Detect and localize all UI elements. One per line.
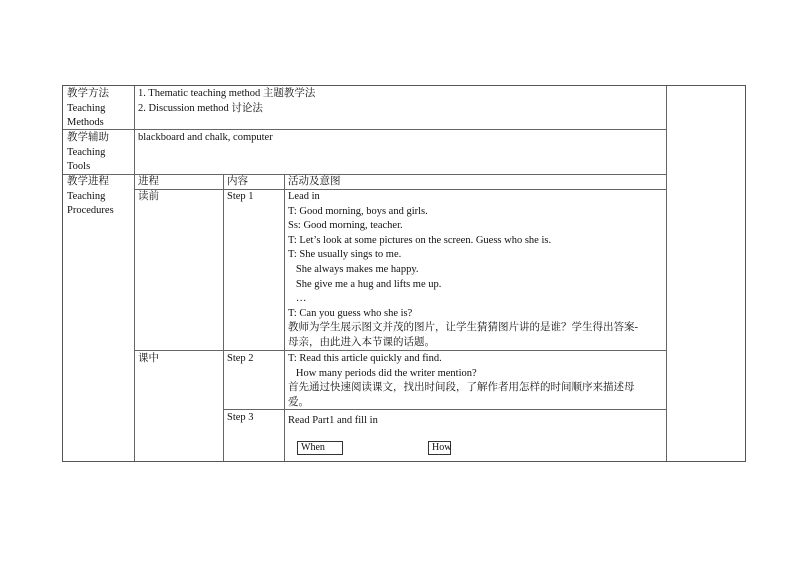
procedures-label-cn: 教学进程 <box>67 176 109 187</box>
row-divider-headers <box>134 189 666 190</box>
stage-1-line-9: T: Can you guess who she is? <box>288 307 413 319</box>
stage-3-step: Step 3 <box>227 412 254 423</box>
row-divider-methods <box>63 129 666 130</box>
stage-2-step: Step 2 <box>227 353 254 364</box>
methods-label-en-1: Teaching <box>67 102 106 114</box>
stage-1-line-3: Ss: Good morning, teacher. <box>288 220 403 232</box>
procedures-label-en-1: Teaching <box>67 190 106 202</box>
col-divider-process <box>223 174 224 461</box>
methods-label-cn: 教学方法 <box>67 88 109 99</box>
lesson-plan-table <box>62 85 746 462</box>
col-divider-content <box>284 174 285 461</box>
stage-1-line-11: 母亲，由此进入本节课的话题。 <box>288 337 435 348</box>
stage-1-label: 读前 <box>138 191 159 202</box>
stage-1-line-8: … <box>288 293 307 305</box>
stage-1-line-2: T: Good morning, boys and girls. <box>288 205 428 217</box>
fill-in-box-when: When <box>297 441 343 455</box>
tools-label-cn: 教学辅助 <box>67 132 109 143</box>
stage-1-step: Step 1 <box>227 191 254 202</box>
col-divider-label <box>134 86 135 461</box>
stage-2-line-2: How many periods did the writer mention? <box>288 367 477 379</box>
stage-1-line-4: T: Let’s look at some pictures on the screen. Guess who she is. <box>288 234 552 246</box>
stage-1-line-5: T: She usually sings to me. <box>288 249 402 261</box>
col-divider-right <box>666 86 667 461</box>
header-content: 内容 <box>227 176 248 187</box>
tools-label-en-2: Tools <box>67 161 91 173</box>
method-item-1: 1. Thematic teaching method 主题教学法 <box>138 88 316 99</box>
tools-label-en-1: Teaching <box>67 146 106 158</box>
stage-1-line-7: She give me a hug and lifts me up. <box>288 278 442 290</box>
header-activity: 活动及意图 <box>288 176 341 187</box>
method-item-2: 2. Discussion method 讨论法 <box>138 102 263 114</box>
stage-1-line-1: Lead in <box>288 191 320 202</box>
stage-1-line-6: She always makes me happy. <box>288 264 419 275</box>
stage-2-line-1: T: Read this article quickly and find. <box>288 353 442 364</box>
tools-content: blackboard and chalk, computer <box>138 132 273 143</box>
stage-1-line-10: 教师为学生展示图文并茂的图片，让学生猜猜图片讲的是谁？学生得出答案- <box>288 322 638 334</box>
fill-in-box-how: How <box>428 441 451 455</box>
stage-2-line-4: 爱。 <box>288 396 309 408</box>
methods-label-en-2: Methods <box>67 117 104 129</box>
procedures-label-en-2: Procedures <box>67 205 114 217</box>
stage-2-label: 课中 <box>138 353 159 364</box>
header-process: 进程 <box>138 176 159 187</box>
stage-3-line-1: Read Part1 and fill in <box>288 415 378 426</box>
stage-2-line-3: 首先通过快速阅读课文，找出时间段，了解作者用怎样的时间顺序来描述母 <box>288 382 635 394</box>
